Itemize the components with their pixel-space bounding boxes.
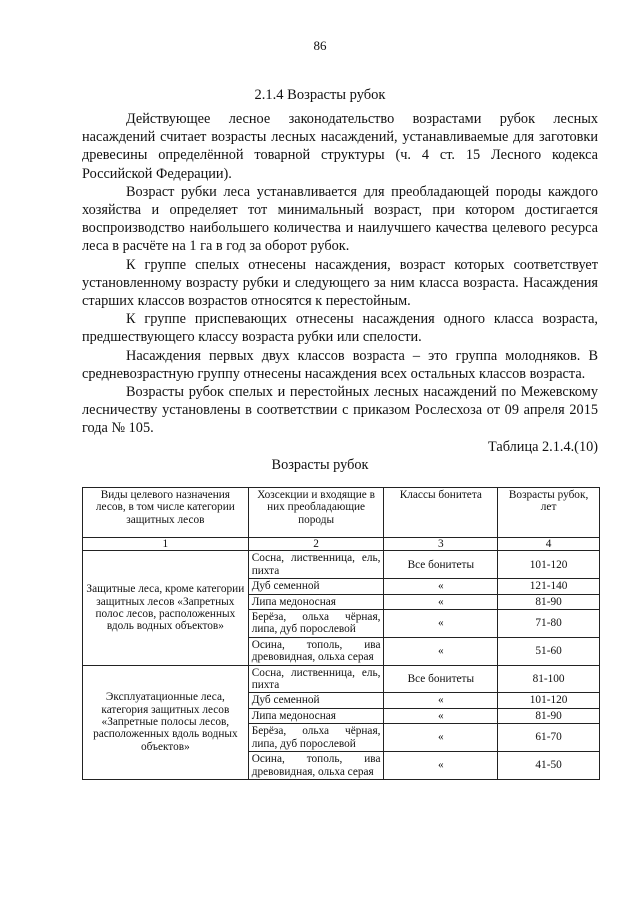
- age-cell: 81-90: [498, 708, 600, 723]
- table-label: Таблица 2.1.4.(10): [488, 439, 598, 455]
- species-cell: Дуб семенной: [248, 693, 384, 708]
- age-cell: 121-140: [498, 579, 600, 594]
- header-age: Возрасты рубок, лет: [498, 488, 600, 538]
- header-species: Хозсекции и входящие в них преобладающие породы: [248, 488, 384, 538]
- bonitet-cell: «: [384, 693, 498, 708]
- species-cell: Берёза, ольха чёрная, липа, дуб порослевой: [248, 610, 384, 638]
- table-row: [83, 665, 600, 693]
- bonitet-cell: «: [384, 594, 498, 609]
- paragraph: Возраст рубки леса устанавливается для преобладающей породы каждого хозяйства и определяет тот минимальный возраст, при котором достигается воспроизводство наибольшего количества и наилучшего качества целевого ресурса леса в расчёте на 1 га в год за оборот рубок.: [82, 183, 598, 255]
- paragraph: Насаждения первых двух классов возраста – это группа молодняков. В средневозрастную группу отнесены насаждения всех остальных классов возраста.: [82, 347, 598, 382]
- bonitet-cell: Все бонитеты: [384, 665, 498, 693]
- age-cell: 101-120: [498, 551, 600, 579]
- column-number: 4: [498, 538, 600, 551]
- paragraph: Действующее лесное законодательство возрастами рубок лесных насаждений считает возрасты лесных насаждений, устанавливаемые для заготовки древесины определённой товарной структуры (ч. 4 ст. 15 Лесного кодекса Российской Федерации).: [82, 111, 598, 182]
- age-cell: 81-100: [498, 665, 600, 693]
- paragraph: К группе приспевающих отнесены насаждения одного класса возраста, предшествующего классу возраста рубки или спелости.: [82, 311, 598, 346]
- group-name-protective: Защитные леса, кроме категории защитных лесов «Запретных полос лесов, расположенных вдоль водных объектов»: [83, 551, 249, 665]
- column-number: 3: [384, 538, 498, 551]
- species-cell: Липа медоносная: [248, 594, 384, 609]
- age-cell: 101-120: [498, 693, 600, 708]
- age-cell: 71-80: [498, 610, 600, 638]
- bonitet-cell: Все бонитеты: [384, 551, 498, 579]
- page-number: 86: [313, 38, 327, 53]
- species-cell: Осина, тополь, ива древовидная, ольха серая: [248, 637, 384, 665]
- header-purpose: Виды целевого назначения лесов, в том числе категории защитных лесов: [83, 488, 249, 538]
- bonitet-cell: «: [384, 637, 498, 665]
- age-cell: 61-70: [498, 724, 600, 752]
- bonitet-cell: «: [384, 579, 498, 594]
- bonitet-cell: «: [384, 752, 498, 780]
- table-title: Возрасты рубок: [271, 457, 369, 473]
- species-cell: Липа медоносная: [248, 708, 384, 723]
- species-cell: Дуб семенной: [248, 579, 384, 594]
- species-cell: Сосна, лиственница, ель, пихта: [248, 665, 384, 693]
- age-cell: 51-60: [498, 637, 600, 665]
- body-text: [82, 110, 598, 438]
- column-number-row: [83, 538, 600, 551]
- column-number: 2: [248, 538, 384, 551]
- table-header-row: [83, 488, 600, 538]
- bonitet-cell: «: [384, 724, 498, 752]
- section-heading: 2.1.4 Возрасты рубок: [254, 87, 386, 103]
- column-number: 1: [83, 538, 249, 551]
- paragraph: К группе спелых отнесены насаждения, возраст которых соответствует установленному возрасту рубки и следующего за ним класса возраста. Насаждения старших классов возрастов относятся к перестойным.: [82, 256, 598, 310]
- species-cell: Берёза, ольха чёрная, липа, дуб порослевой: [248, 724, 384, 752]
- group-name-exploitation: Эксплуатационные леса, категория защитных лесов «Запретные полосы лесов, расположенных вдоль водных объектов»: [83, 665, 249, 779]
- age-cell: 81-90: [498, 594, 600, 609]
- age-cell: 41-50: [498, 752, 600, 780]
- header-bonitet: Классы бонитета: [384, 488, 498, 538]
- bonitet-cell: «: [384, 610, 498, 638]
- table-row: [83, 551, 600, 579]
- species-cell: Сосна, лиственница, ель, пихта: [248, 551, 384, 579]
- bonitet-cell: «: [384, 708, 498, 723]
- cutting-age-table: [82, 487, 600, 780]
- paragraph: Возрасты рубок спелых и перестойных лесных насаждений по Межевскому лесничеству установлены в соответствии с приказом Рослесхоза от 09 апреля 2015 года № 105.: [82, 384, 598, 437]
- species-cell: Осина, тополь, ива древовидная, ольха серая: [248, 752, 384, 780]
